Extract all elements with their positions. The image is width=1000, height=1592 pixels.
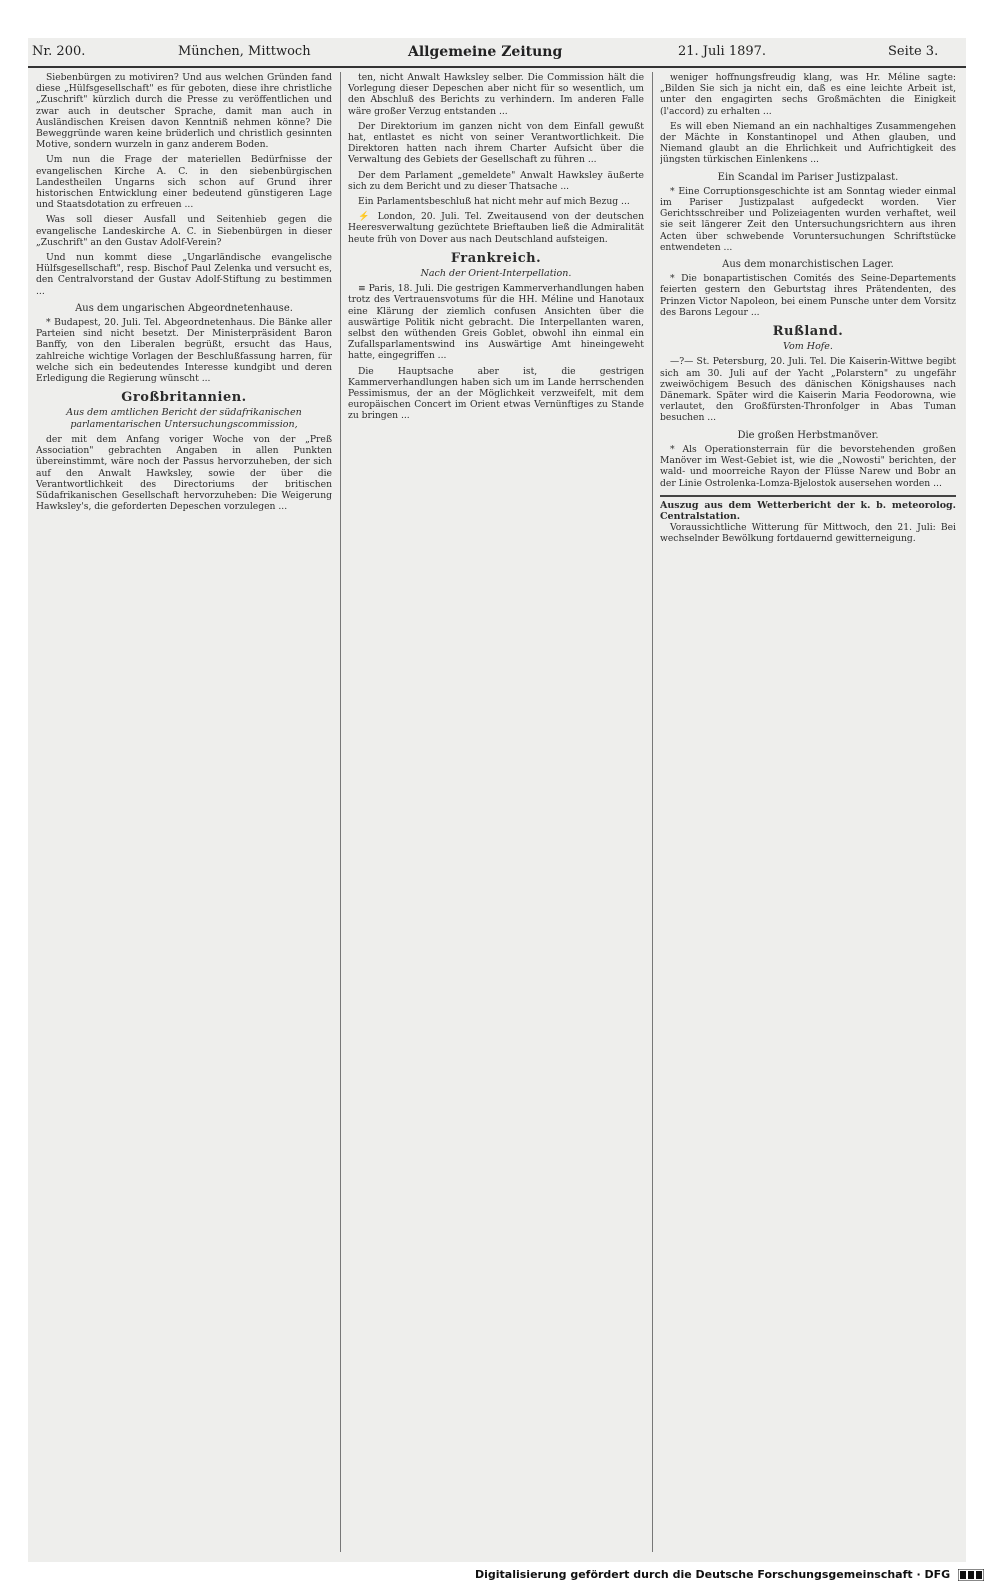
section-heading: Großbritannien.: [121, 390, 247, 406]
paragraph: Siebenbürgen zu motiviren? Und aus welchen Gründen fand diese „Hülfsgesellschaft" es für geboten, diese ihre christliche „Zuschrift" kürzlich durch die Presse zu veröffentlichen und zwar auch in deutscher Sprache, damit man auch in Ausländischen Kreisen davon Kenntniß nehmen könne? Die Beweggründe waren keine brüderlich und christlich gesinnten Motive, sondern wurzeln in ganz anderem Boden.: [36, 72, 332, 151]
subheading: Aus dem amtlichen Bericht der südafrikanischen parlamentarischen Untersuchungscommission,: [66, 407, 302, 430]
paragraph: Es will eben Niemand an ein nachhaltiges Zusammengehen der Mächte in Konstantinopel und Athen glauben, und Niemand glaubt an die Ehrlichkeit und Aufrichtigkeit des jüngsten türkischen Einlenkens ...: [660, 120, 956, 166]
subheading: Nach der Orient-Interpellation.: [420, 268, 572, 280]
page-number: Seite 3.: [888, 44, 939, 59]
paragraph: Was soll dieser Ausfall und Seitenhieb gegen die evangelische Landeskirche A. C. in Siebenbürgen in dieser „Zuschrift" an den Gustav Adolf-Verein?: [36, 214, 332, 248]
paragraph: Der dem Parlament „gemeldete" Anwalt Hawksley äußerte sich zu dem Bericht und zu dieser Thatsache ...: [348, 169, 644, 192]
subheading: Aus dem ungarischen Abgeordnetenhause.: [75, 302, 293, 314]
paragraph: ⚡ London, 20. Juli. Tel. Zweitausend von der deutschen Heeresverwaltung gezüchtete Brieftauben ließ die Admiralität heute früh von Dover aus nach Deutschland aufsteigen.: [348, 211, 644, 245]
newspaper-page: [28, 38, 966, 1562]
issue-date: 21. Juli 1897.: [678, 44, 767, 59]
paragraph: * Budapest, 20. Juli. Tel. Abgeordnetenhaus. Die Bänke aller Parteien sind nicht besetzt. Der Ministerpräsident Baron Banffy, von den Liberalen begrüßt, ersucht das Haus, zahlreiche wichtige Vorlagen der Beschlußfassung harren, für welche sich ein bedeutendes Interesse kundgibt und deren Erledigung die Regierung wünscht ...: [36, 317, 332, 385]
issue-number: Nr. 200.: [32, 44, 86, 59]
subheading: Aus dem monarchistischen Lager.: [722, 259, 894, 271]
paragraph: * Eine Corruptionsgeschichte ist am Sonntag wieder einmal im Pariser Justizpalast aufgedeckt worden. Vier Gerichtsschreiber und Polizeiagenten wurden verhaftet, weil sie seit längerer Zeit den Untersuchungsrichtern aus ihren Acten über schwebende Voruntersuchungen Schriftstücke entwendeten ...: [660, 185, 956, 253]
paragraph: der mit dem Anfang voriger Woche von der „Preß Association" gebrachten Angaben in allen Punkten übereinstimmt, wäre noch der Passus hervorzuheben, der sich auf den Anwalt Hawksley, sowie der über die Verantwortlichkeit des Directoriums der britischen Südafrikanischen Gesellschaft hervorzuheben: Die Weigerung Hawksley's, die geforderten Depeschen vorzulegen ...: [36, 433, 332, 513]
weather-box-text: Voraussichtliche Witterung für Mittwoch, den 21. Juli: Bei wechselnder Bewölkung fortdauernd gewitterneigung.: [660, 522, 956, 545]
paragraph: weniger hoffnungsfreudig klang, was Hr. Méline sagte: „Bilden Sie sich ja nicht ein, daß es eine leichte Arbeit ist, unter den engagirten sechs Großmächten die Einigkeit (l'accord) zu erhalten ...: [660, 72, 956, 117]
paragraph: Die Hauptsache aber ist, die gestrigen Kammerverhandlungen haben sich um im Lande herrschenden Pessimismus, der an der Möglichkeit verzweifelt, mit dem europäischen Concert im Orient etwas Vernünftiges zu Stande zu bringen ...: [348, 365, 644, 422]
paragraph: Und nun kommt diese „Ungarländische evangelische Hülfsgesellschaft", resp. Bischof Paul Zelenka und versucht es, den Centralvorstand der Gustav Adolf-Stiftung zu bestimmen ...: [36, 252, 332, 297]
paragraph: * Als Operationsterrain für die bevorstehenden großen Manöver im West-Gebiet ist, wie die „Nowosti" berichten, der wald- und moorreiche Rayon der Flüsse Narew und Bobr an der Linie Ostrolenka-Lomza-Bjelostok ausersehen worden ...: [660, 443, 956, 489]
column-rule: [340, 72, 341, 1552]
paragraph: Ein Parlamentsbeschluß hat nicht mehr auf mich Bezug ...: [358, 196, 630, 208]
paragraph: * Die bonapartistischen Comités des Seine-Departements feierten gestern den Geburtstag ihres Prätendenten, des Prinzen Victor Napoleon, bei einem Punsche unter dem Vorsitz des Barons Legour ...: [660, 273, 956, 318]
paragraph: Der Direktorium im ganzen nicht von dem Einfall gewußt hat, entlastet es nicht von seiner Verantwortlichkeit. Die Direktoren hatten nach ihrem Charter Aufsicht über die Verwaltung des Gebiets der Gesellschaft zu führen ...: [348, 120, 644, 166]
page-header: [28, 38, 966, 68]
paragraph: ≡ Paris, 18. Juli. Die gestrigen Kammerverhandlungen haben trotz des Vertrauensvotums für die HH. Méline und Hanotaux eine Klärung der ziemlich confusen Ansichten über die auswärtige Politik nicht gebracht. Die Interpellanten waren, selbst den wüthenden Greis Goblet, obwohl ihn einmal ein Zufallsparlamentswind ins Auswärtige Amt hineingeweht hatte, eingegriffen ...: [348, 283, 644, 362]
place-day: München, Mittwoch: [178, 44, 311, 59]
footer-text: Digitalisierung gefördert durch die Deutsche Forschungsgemeinschaft · DFG: [474, 1568, 951, 1581]
column-1: [36, 72, 332, 1552]
subheading: Die großen Herbstmanöver.: [737, 429, 879, 441]
paragraph: —?— St. Petersburg, 20. Juli. Tel. Die Kaiserin-Wittwe begibt sich am 30. Juli auf der Yacht „Polarstern" zu ungefähr zweiwöchigem Besuch des dänischen Königshauses nach Dänemark. Später wird die Kaiserin Maria Feodorowna, wie verlautet, den Großfürsten-Thronfolger in Abas Tuman besuchen ...: [660, 356, 956, 424]
paragraph: ten, nicht Anwalt Hawksley selber. Die Commission hält die Vorlegung dieser Depeschen aber nicht für so wesentlich, um den Abschluß des Berichts zu verhindern. Im anderen Falle wäre großer Verzug entstanden ...: [348, 72, 644, 117]
masthead: Allgemeine Zeitung: [408, 44, 563, 60]
section-heading: Rußland.: [772, 324, 844, 340]
subheading: Ein Scandal im Pariser Justizpalast.: [717, 171, 899, 183]
section-heading: Frankreich.: [450, 250, 542, 266]
subheading: Vom Hofe.: [783, 341, 833, 353]
column-2: [348, 72, 644, 1552]
dfg-logo-icon: [958, 1569, 984, 1581]
weather-box-title: Auszug aus dem Wetterbericht der k. b. meteorolog. Centralstation.: [660, 495, 956, 522]
column-rule: [652, 72, 653, 1552]
column-3: [660, 72, 956, 1552]
footer-credit: [475, 1568, 984, 1581]
paragraph: Um nun die Frage der materiellen Bedürfnisse der evangelischen Kirche A. C. in den siebenbürgischen Landestheilen Ungarns sich schon auf Grund ihrer historischen Entwicklung einer bedeutend günstigeren Lage und Staatsdotation zu erfreuen ...: [36, 154, 332, 211]
